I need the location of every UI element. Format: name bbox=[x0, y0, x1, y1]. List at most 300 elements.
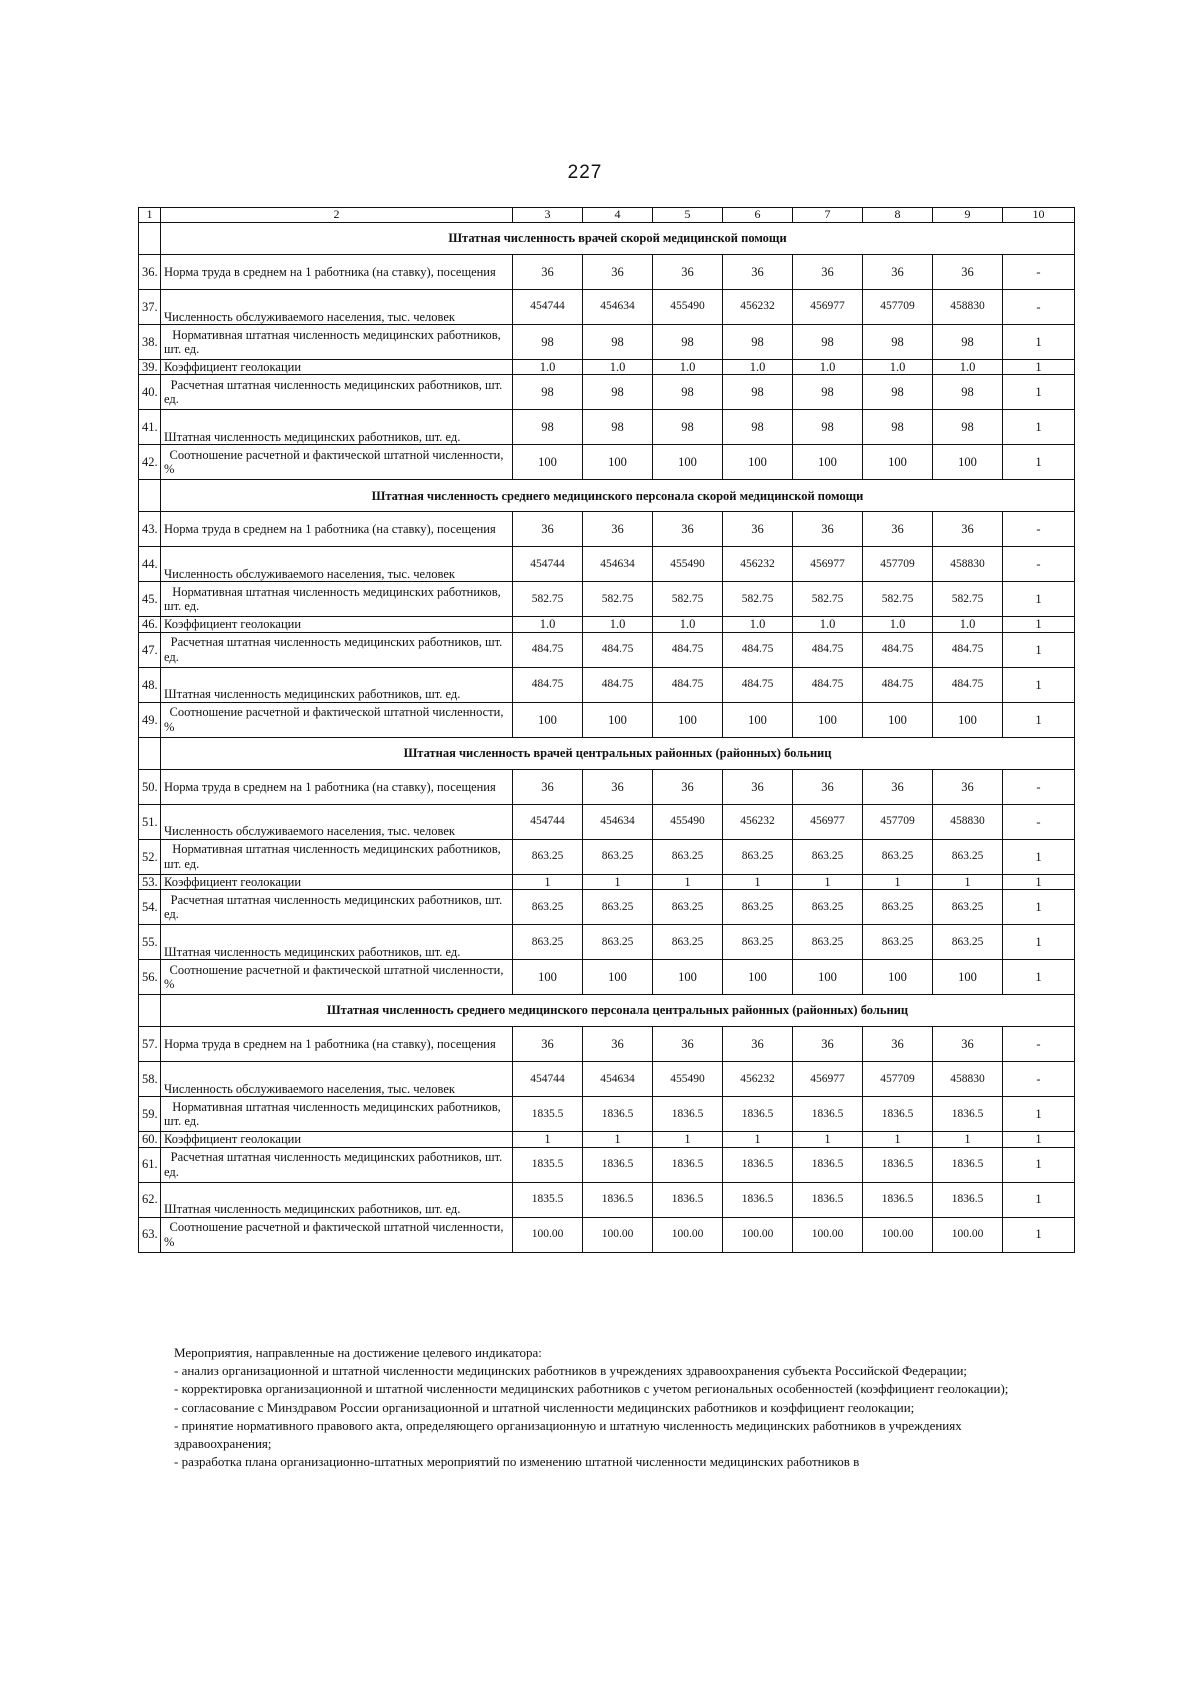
value-cell: 1836.5 bbox=[863, 1147, 933, 1182]
value-cell: 1836.5 bbox=[723, 1097, 793, 1132]
value-cell: 1 bbox=[1003, 1147, 1075, 1182]
value-cell: 454634 bbox=[583, 290, 653, 325]
value-cell: 100.00 bbox=[863, 1217, 933, 1252]
value-cell: 1.0 bbox=[583, 360, 653, 375]
row-label: Нормативная штатная численность медицинских работников, шт. ед. bbox=[161, 1097, 513, 1132]
section-title: Штатная численность среднего медицинского персонала скорой медицинской помощи bbox=[161, 480, 1075, 512]
value-cell: 36 bbox=[793, 1027, 863, 1062]
value-cell: 863.25 bbox=[653, 925, 723, 960]
value-cell: 484.75 bbox=[863, 667, 933, 702]
value-cell: 582.75 bbox=[653, 582, 723, 617]
value-cell: 1 bbox=[1003, 925, 1075, 960]
value-cell: 100.00 bbox=[723, 1217, 793, 1252]
value-cell: 1 bbox=[1003, 582, 1075, 617]
row-number: 45. bbox=[139, 582, 161, 617]
value-cell: 484.75 bbox=[933, 667, 1003, 702]
value-cell: 456977 bbox=[793, 1062, 863, 1097]
value-cell: 1836.5 bbox=[723, 1147, 793, 1182]
value-cell: 1 bbox=[1003, 617, 1075, 632]
value-cell: 36 bbox=[863, 255, 933, 290]
value-cell: 36 bbox=[793, 769, 863, 804]
value-cell: 36 bbox=[793, 255, 863, 290]
value-cell: 863.25 bbox=[793, 925, 863, 960]
value-cell: 456232 bbox=[723, 1062, 793, 1097]
value-cell: 1 bbox=[1003, 874, 1075, 889]
table-row bbox=[139, 804, 1075, 839]
row-number: 63. bbox=[139, 1217, 161, 1252]
value-cell: 1.0 bbox=[583, 617, 653, 632]
measures-notes bbox=[174, 1344, 1034, 1471]
value-cell: 1 bbox=[513, 874, 583, 889]
value-cell: 582.75 bbox=[863, 582, 933, 617]
row-number: 54. bbox=[139, 890, 161, 925]
value-cell: 1.0 bbox=[513, 617, 583, 632]
value-cell: 863.25 bbox=[863, 890, 933, 925]
value-cell: 98 bbox=[933, 375, 1003, 410]
value-cell: - bbox=[1003, 1062, 1075, 1097]
value-cell: 100 bbox=[653, 445, 723, 480]
value-cell: 1 bbox=[1003, 702, 1075, 737]
table-row bbox=[139, 360, 1075, 375]
value-cell: 100 bbox=[933, 960, 1003, 995]
value-cell: 484.75 bbox=[653, 667, 723, 702]
table-row bbox=[139, 617, 1075, 632]
value-cell: 1 bbox=[793, 1132, 863, 1147]
value-cell: 582.75 bbox=[583, 582, 653, 617]
header-cell: 3 bbox=[513, 208, 583, 223]
value-cell: 1 bbox=[1003, 375, 1075, 410]
section-blank-cell bbox=[139, 737, 161, 769]
value-cell: 100 bbox=[653, 960, 723, 995]
value-cell: 484.75 bbox=[653, 632, 723, 667]
header-cell: 8 bbox=[863, 208, 933, 223]
table-row bbox=[139, 839, 1075, 874]
value-cell: 1 bbox=[863, 874, 933, 889]
value-cell: 1.0 bbox=[863, 360, 933, 375]
row-number: 57. bbox=[139, 1027, 161, 1062]
header-cell: 2 bbox=[161, 208, 513, 223]
table-row bbox=[139, 325, 1075, 360]
row-label: Нормативная штатная численность медицинских работников, шт. ед. bbox=[161, 325, 513, 360]
value-cell: 36 bbox=[513, 1027, 583, 1062]
value-cell: 863.25 bbox=[933, 890, 1003, 925]
value-cell: 1 bbox=[1003, 632, 1075, 667]
section-title: Штатная численность врачей центральных районных (районных) больниц bbox=[161, 737, 1075, 769]
value-cell: 98 bbox=[933, 325, 1003, 360]
value-cell: 863.25 bbox=[933, 925, 1003, 960]
value-cell: 863.25 bbox=[583, 925, 653, 960]
value-cell: 582.75 bbox=[723, 582, 793, 617]
value-cell: 36 bbox=[933, 1027, 1003, 1062]
header-cell: 9 bbox=[933, 208, 1003, 223]
value-cell: 36 bbox=[723, 769, 793, 804]
row-number: 53. bbox=[139, 874, 161, 889]
table-row bbox=[139, 547, 1075, 582]
value-cell: 1 bbox=[723, 1132, 793, 1147]
value-cell: 458830 bbox=[933, 547, 1003, 582]
value-cell: 98 bbox=[793, 325, 863, 360]
row-number: 46. bbox=[139, 617, 161, 632]
value-cell: 1 bbox=[1003, 1097, 1075, 1132]
value-cell: 36 bbox=[793, 512, 863, 547]
row-label: Коэффициент геолокации bbox=[161, 1132, 513, 1147]
value-cell: 1.0 bbox=[793, 360, 863, 375]
value-cell: 36 bbox=[723, 512, 793, 547]
value-cell: 457709 bbox=[863, 804, 933, 839]
row-number: 36. bbox=[139, 255, 161, 290]
row-number: 59. bbox=[139, 1097, 161, 1132]
row-number: 38. bbox=[139, 325, 161, 360]
table-row bbox=[139, 960, 1075, 995]
row-label: Коэффициент геолокации bbox=[161, 617, 513, 632]
table-row bbox=[139, 1182, 1075, 1217]
value-cell: 484.75 bbox=[513, 632, 583, 667]
value-cell: 1.0 bbox=[793, 617, 863, 632]
value-cell: - bbox=[1003, 547, 1075, 582]
value-cell: 1836.5 bbox=[863, 1182, 933, 1217]
value-cell: 1836.5 bbox=[863, 1097, 933, 1132]
row-number: 60. bbox=[139, 1132, 161, 1147]
value-cell: 100 bbox=[723, 702, 793, 737]
value-cell: 36 bbox=[863, 512, 933, 547]
value-cell: 484.75 bbox=[723, 667, 793, 702]
value-cell: 1 bbox=[723, 874, 793, 889]
value-cell: 100 bbox=[793, 702, 863, 737]
value-cell: 484.75 bbox=[583, 632, 653, 667]
header-cell: 6 bbox=[723, 208, 793, 223]
value-cell: 1 bbox=[1003, 1217, 1075, 1252]
header-cell: 7 bbox=[793, 208, 863, 223]
table-row bbox=[139, 375, 1075, 410]
value-cell: 1836.5 bbox=[793, 1097, 863, 1132]
value-cell: 863.25 bbox=[513, 890, 583, 925]
value-cell: 36 bbox=[723, 1027, 793, 1062]
value-cell: 100 bbox=[583, 445, 653, 480]
value-cell: - bbox=[1003, 255, 1075, 290]
row-number: 44. bbox=[139, 547, 161, 582]
table-row bbox=[139, 632, 1075, 667]
value-cell: 1835.5 bbox=[513, 1182, 583, 1217]
table-row bbox=[139, 512, 1075, 547]
table-row bbox=[139, 769, 1075, 804]
value-cell: 456977 bbox=[793, 547, 863, 582]
table-row bbox=[139, 1217, 1075, 1252]
row-label: Штатная численность медицинских работников, шт. ед. bbox=[161, 925, 513, 960]
value-cell: 1 bbox=[1003, 890, 1075, 925]
row-label: Численность обслуживаемого населения, тыс. человек bbox=[161, 290, 513, 325]
value-cell: 1 bbox=[793, 874, 863, 889]
value-cell: 98 bbox=[933, 410, 1003, 445]
value-cell: 100 bbox=[863, 702, 933, 737]
row-label: Нормативная штатная численность медицинских работников, шт. ед. bbox=[161, 582, 513, 617]
value-cell: 100 bbox=[933, 445, 1003, 480]
value-cell: 863.25 bbox=[863, 925, 933, 960]
value-cell: 1.0 bbox=[653, 360, 723, 375]
section-header-row bbox=[139, 223, 1075, 255]
row-label: Норма труда в среднем на 1 работника (на ставку), посещения bbox=[161, 1027, 513, 1062]
value-cell: 100 bbox=[723, 445, 793, 480]
value-cell: 455490 bbox=[653, 804, 723, 839]
value-cell: 457709 bbox=[863, 547, 933, 582]
value-cell: 98 bbox=[653, 410, 723, 445]
row-label: Штатная численность медицинских работников, шт. ед. bbox=[161, 667, 513, 702]
notes-item: - разработка плана организационно-штатных мероприятий по изменению штатной численности медицинских работников в bbox=[174, 1454, 860, 1470]
value-cell: 863.25 bbox=[723, 839, 793, 874]
row-label: Норма труда в среднем на 1 работника (на ставку), посещения bbox=[161, 512, 513, 547]
value-cell: 484.75 bbox=[863, 632, 933, 667]
value-cell: 1836.5 bbox=[933, 1182, 1003, 1217]
table-row bbox=[139, 702, 1075, 737]
value-cell: 36 bbox=[863, 769, 933, 804]
section-header-row bbox=[139, 480, 1075, 512]
row-label: Норма труда в среднем на 1 работника (на ставку), посещения bbox=[161, 255, 513, 290]
value-cell: 456232 bbox=[723, 290, 793, 325]
notes-item: - принятие нормативного правового акта, определяющего организационную и штатную численность медицинских работников в учреждениях здравоохранения; bbox=[174, 1417, 962, 1451]
row-number: 58. bbox=[139, 1062, 161, 1097]
table-row bbox=[139, 1147, 1075, 1182]
row-number: 43. bbox=[139, 512, 161, 547]
row-number: 51. bbox=[139, 804, 161, 839]
value-cell: 455490 bbox=[653, 1062, 723, 1097]
row-number: 62. bbox=[139, 1182, 161, 1217]
value-cell: 484.75 bbox=[793, 632, 863, 667]
value-cell: 1.0 bbox=[723, 360, 793, 375]
value-cell: 1 bbox=[653, 1132, 723, 1147]
value-cell: 100 bbox=[933, 702, 1003, 737]
value-cell: 1836.5 bbox=[793, 1147, 863, 1182]
value-cell: 456977 bbox=[793, 290, 863, 325]
value-cell: 863.25 bbox=[793, 890, 863, 925]
value-cell: 36 bbox=[933, 255, 1003, 290]
value-cell: 863.25 bbox=[513, 925, 583, 960]
value-cell: 98 bbox=[583, 410, 653, 445]
notes-item: - корректировка организационной и штатной численности медицинских работников с учетом региональных особенностей (коэффициент геолокации); bbox=[174, 1381, 1009, 1397]
value-cell: 484.75 bbox=[933, 632, 1003, 667]
value-cell: 1 bbox=[1003, 445, 1075, 480]
value-cell: 582.75 bbox=[793, 582, 863, 617]
value-cell: 100.00 bbox=[793, 1217, 863, 1252]
value-cell: 98 bbox=[723, 325, 793, 360]
value-cell: 1.0 bbox=[653, 617, 723, 632]
value-cell: - bbox=[1003, 804, 1075, 839]
value-cell: 1.0 bbox=[933, 617, 1003, 632]
value-cell: 1.0 bbox=[723, 617, 793, 632]
value-cell: - bbox=[1003, 769, 1075, 804]
header-cell: 4 bbox=[583, 208, 653, 223]
row-label: Расчетная штатная численность медицинских работников, шт. ед. bbox=[161, 890, 513, 925]
table-row bbox=[139, 874, 1075, 889]
value-cell: 863.25 bbox=[653, 890, 723, 925]
value-cell: 458830 bbox=[933, 290, 1003, 325]
value-cell: 36 bbox=[653, 255, 723, 290]
section-title: Штатная численность среднего медицинского персонала центральных районных (районных) больниц bbox=[161, 995, 1075, 1027]
value-cell: 457709 bbox=[863, 1062, 933, 1097]
value-cell: 36 bbox=[583, 255, 653, 290]
value-cell: 454744 bbox=[513, 804, 583, 839]
value-cell: 454744 bbox=[513, 1062, 583, 1097]
page-number: 227 bbox=[567, 162, 603, 183]
value-cell: 863.25 bbox=[583, 890, 653, 925]
value-cell: - bbox=[1003, 512, 1075, 547]
value-cell: 582.75 bbox=[933, 582, 1003, 617]
value-cell: 1 bbox=[583, 1132, 653, 1147]
value-cell: 1 bbox=[1003, 360, 1075, 375]
notes-item: - анализ организационной и штатной численности медицинских работников в учреждениях здравоохранения субъекта Российской Федерации; bbox=[174, 1363, 968, 1379]
value-cell: 36 bbox=[933, 769, 1003, 804]
value-cell: 36 bbox=[513, 769, 583, 804]
value-cell: 863.25 bbox=[583, 839, 653, 874]
section-blank-cell bbox=[139, 995, 161, 1027]
value-cell: 98 bbox=[793, 410, 863, 445]
row-label: Расчетная штатная численность медицинских работников, шт. ед. bbox=[161, 375, 513, 410]
value-cell: 98 bbox=[583, 325, 653, 360]
notes-item: - согласование с Минздравом России организационной и штатной численности медицинских работников и коэффициент геолокации; bbox=[174, 1399, 915, 1415]
value-cell: 1836.5 bbox=[933, 1147, 1003, 1182]
value-cell: 100.00 bbox=[933, 1217, 1003, 1252]
row-label: Коэффициент геолокации bbox=[161, 874, 513, 889]
header-cell: 1 bbox=[139, 208, 161, 223]
table-row bbox=[139, 1097, 1075, 1132]
value-cell: 1836.5 bbox=[583, 1097, 653, 1132]
value-cell: 1.0 bbox=[513, 360, 583, 375]
value-cell: 100.00 bbox=[653, 1217, 723, 1252]
table-row bbox=[139, 290, 1075, 325]
value-cell: 100 bbox=[793, 445, 863, 480]
value-cell: 36 bbox=[513, 255, 583, 290]
row-number: 40. bbox=[139, 375, 161, 410]
table-row bbox=[139, 255, 1075, 290]
table-row bbox=[139, 890, 1075, 925]
value-cell: 98 bbox=[793, 375, 863, 410]
value-cell: 36 bbox=[863, 1027, 933, 1062]
value-cell: 100 bbox=[583, 702, 653, 737]
value-cell: 1 bbox=[1003, 410, 1075, 445]
value-cell: 863.25 bbox=[933, 839, 1003, 874]
row-label: Численность обслуживаемого населения, тыс. человек bbox=[161, 804, 513, 839]
value-cell: 100 bbox=[653, 702, 723, 737]
value-cell: 1836.5 bbox=[653, 1182, 723, 1217]
value-cell: 36 bbox=[583, 769, 653, 804]
value-cell: 36 bbox=[583, 512, 653, 547]
value-cell: 484.75 bbox=[723, 632, 793, 667]
row-number: 47. bbox=[139, 632, 161, 667]
value-cell: 863.25 bbox=[863, 839, 933, 874]
row-label: Нормативная штатная численность медицинских работников, шт. ед. bbox=[161, 839, 513, 874]
value-cell: 1836.5 bbox=[933, 1097, 1003, 1132]
value-cell: 1836.5 bbox=[653, 1097, 723, 1132]
value-cell: 98 bbox=[583, 375, 653, 410]
value-cell: 484.75 bbox=[583, 667, 653, 702]
value-cell: 100 bbox=[863, 960, 933, 995]
value-cell: 98 bbox=[513, 325, 583, 360]
row-number: 55. bbox=[139, 925, 161, 960]
value-cell: - bbox=[1003, 290, 1075, 325]
row-label: Расчетная штатная численность медицинских работников, шт. ед. bbox=[161, 632, 513, 667]
value-cell: 458830 bbox=[933, 1062, 1003, 1097]
row-number: 42. bbox=[139, 445, 161, 480]
value-cell: 458830 bbox=[933, 804, 1003, 839]
value-cell: 457709 bbox=[863, 290, 933, 325]
staffing-table bbox=[138, 207, 1075, 1253]
value-cell: 484.75 bbox=[513, 667, 583, 702]
value-cell: 863.25 bbox=[723, 890, 793, 925]
value-cell: 1 bbox=[1003, 667, 1075, 702]
value-cell: 100 bbox=[793, 960, 863, 995]
value-cell: 100.00 bbox=[583, 1217, 653, 1252]
value-cell: 456232 bbox=[723, 547, 793, 582]
value-cell: 454634 bbox=[583, 547, 653, 582]
value-cell: 456977 bbox=[793, 804, 863, 839]
row-number: 41. bbox=[139, 410, 161, 445]
value-cell: 1836.5 bbox=[583, 1147, 653, 1182]
value-cell: 863.25 bbox=[513, 839, 583, 874]
value-cell: 98 bbox=[653, 325, 723, 360]
value-cell: 98 bbox=[513, 375, 583, 410]
row-label: Штатная численность медицинских работников, шт. ед. bbox=[161, 410, 513, 445]
value-cell: 454744 bbox=[513, 547, 583, 582]
value-cell: 484.75 bbox=[793, 667, 863, 702]
value-cell: 1 bbox=[653, 874, 723, 889]
value-cell: 100 bbox=[513, 702, 583, 737]
value-cell: 1835.5 bbox=[513, 1147, 583, 1182]
value-cell: 863.25 bbox=[653, 839, 723, 874]
value-cell: 456232 bbox=[723, 804, 793, 839]
value-cell: 1 bbox=[933, 1132, 1003, 1147]
value-cell: 1 bbox=[1003, 1182, 1075, 1217]
table-body bbox=[139, 208, 1075, 1253]
value-cell: 454634 bbox=[583, 1062, 653, 1097]
row-label: Норма труда в среднем на 1 работника (на ставку), посещения bbox=[161, 769, 513, 804]
row-label: Соотношение расчетной и фактической штатной численности, % bbox=[161, 960, 513, 995]
value-cell: 98 bbox=[653, 375, 723, 410]
row-number: 50. bbox=[139, 769, 161, 804]
section-title: Штатная численность врачей скорой медицинской помощи bbox=[161, 223, 1075, 255]
section-blank-cell bbox=[139, 480, 161, 512]
table-row bbox=[139, 445, 1075, 480]
row-label: Соотношение расчетной и фактической штатной численности, % bbox=[161, 445, 513, 480]
table-row bbox=[139, 925, 1075, 960]
value-cell: 1 bbox=[1003, 325, 1075, 360]
value-cell: 36 bbox=[723, 255, 793, 290]
value-cell: 1835.5 bbox=[513, 1097, 583, 1132]
value-cell: 1836.5 bbox=[653, 1147, 723, 1182]
notes-heading: Мероприятия, направленные на достижение целевого индикатора: bbox=[174, 1345, 542, 1360]
table-row bbox=[139, 667, 1075, 702]
header-cell: 5 bbox=[653, 208, 723, 223]
row-number: 52. bbox=[139, 839, 161, 874]
value-cell: 100 bbox=[723, 960, 793, 995]
value-cell: 36 bbox=[933, 512, 1003, 547]
row-label: Численность обслуживаемого населения, тыс. человек bbox=[161, 1062, 513, 1097]
value-cell: 98 bbox=[863, 410, 933, 445]
table-row bbox=[139, 582, 1075, 617]
value-cell: 1 bbox=[863, 1132, 933, 1147]
value-cell: 863.25 bbox=[723, 925, 793, 960]
row-label: Коэффициент геолокации bbox=[161, 360, 513, 375]
value-cell: 100.00 bbox=[513, 1217, 583, 1252]
value-cell: 1 bbox=[583, 874, 653, 889]
value-cell: 98 bbox=[723, 375, 793, 410]
value-cell: 455490 bbox=[653, 547, 723, 582]
value-cell: 100 bbox=[863, 445, 933, 480]
value-cell: 455490 bbox=[653, 290, 723, 325]
table-row bbox=[139, 1062, 1075, 1097]
row-number: 49. bbox=[139, 702, 161, 737]
value-cell: 863.25 bbox=[793, 839, 863, 874]
value-cell: 582.75 bbox=[513, 582, 583, 617]
row-number: 48. bbox=[139, 667, 161, 702]
row-label: Расчетная штатная численность медицинских работников, шт. ед. bbox=[161, 1147, 513, 1182]
